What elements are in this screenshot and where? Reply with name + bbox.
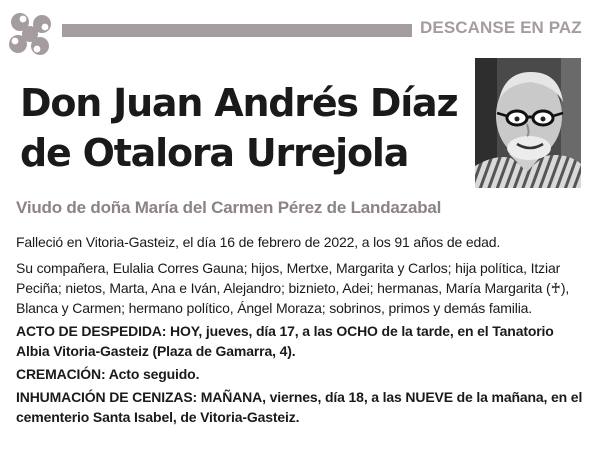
deceased-name <box>20 78 470 178</box>
deceased-name-line-2: de Otalora Urrejola <box>20 131 409 175</box>
widow-of-line: Viudo de doña María del Carmen Pérez de Landazabal <box>16 198 442 217</box>
lauburu-emblem <box>4 8 56 60</box>
cremation-notice: CREMACIÓN: Acto seguido. <box>16 366 200 382</box>
deceased-name-line-1: Don Juan Andrés Díaz <box>20 81 458 125</box>
header-rule <box>62 24 412 37</box>
family-list: Su compañera, Eulalia Corres Gauna; hijos, Mertxe, Margarita y Carlos; hija política, Itziar Peciña; nietos, Marta, Ana e Iván, Alejandro; biznieto, Adei; hermanas, María Margarita (♰), Blanca y Carmen; hermano político, Ángel Moraza; sobrinos, primos y demás familia. <box>16 260 570 316</box>
header-tag: DESCANSE EN PAZ <box>420 18 582 37</box>
deceased-photo <box>475 58 581 188</box>
obituary-body <box>16 232 590 430</box>
lauburu-icon <box>4 8 56 60</box>
death-notice: Falleció en Vitoria-Gasteiz, el día 16 de febrero de 2022, a los 91 años de edad. <box>16 234 501 250</box>
farewell-ceremony: ACTO DE DESPEDIDA: HOY, jueves, día 17, a las OCHO de la tarde, en el Tanatorio Albia Vitoria-Gasteiz (Plaza de Gamarra, 4). <box>16 323 554 359</box>
inhumation-notice: INHUMACIÓN DE CENIZAS: MAÑANA, viernes, día 18, a las NUEVE de la mañana, en el cementerio Santa Isabel, de Vitoria-Gasteiz. <box>16 389 583 425</box>
